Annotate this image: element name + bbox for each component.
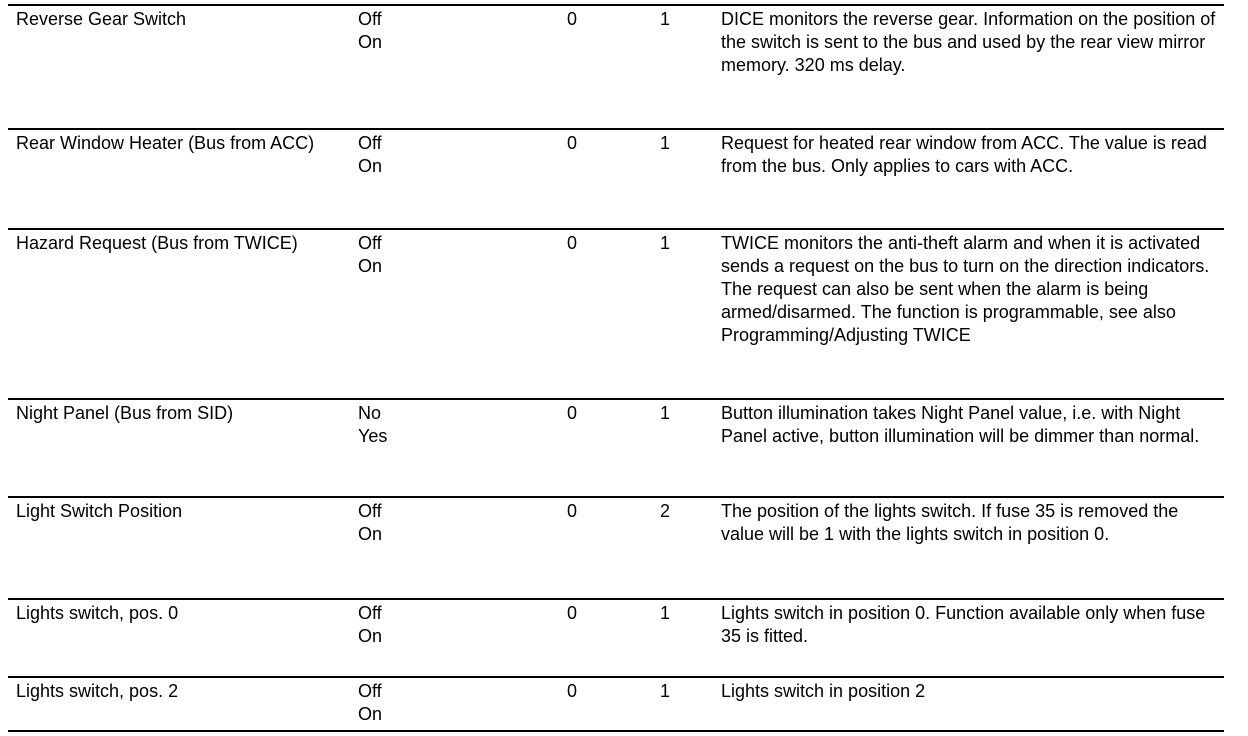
- signal-states: [358, 8, 478, 54]
- signal-description: TWICE monitors the anti-theft alarm and when it is activated sends a request on the bus to turn on the direction indicators. The request can also be sent when the alarm is being armed/disarmed. The function is programmable, see also Programming/Adjusting TWICE: [721, 233, 1210, 345]
- min-value: 0: [567, 403, 578, 423]
- min-value: 0: [567, 501, 578, 521]
- min-value: 0: [567, 233, 578, 253]
- max-value: 1: [660, 403, 671, 423]
- table-row: [8, 128, 1224, 228]
- signal-name: Lights switch, pos. 0: [16, 603, 179, 623]
- state-on: On: [358, 524, 383, 544]
- min-value: 0: [567, 9, 578, 29]
- max-value: 1: [660, 603, 671, 623]
- state-off: Off: [358, 233, 382, 253]
- max-value: 2: [660, 501, 671, 521]
- signal-states: [358, 602, 478, 648]
- max-value: 1: [660, 681, 671, 701]
- state-on: On: [358, 626, 383, 646]
- signal-states: [358, 232, 478, 278]
- signal-description: The position of the lights switch. If fuse 35 is removed the value will be 1 with the lights switch in position 0.: [721, 501, 1179, 544]
- state-yes: Yes: [358, 426, 388, 446]
- signal-name: Night Panel (Bus from SID): [16, 403, 234, 423]
- signal-description: DICE monitors the reverse gear. Information on the position of the switch is sent to the bus and used by the rear view mirror memory. 320 ms delay.: [721, 9, 1216, 75]
- state-off: Off: [358, 9, 382, 29]
- min-value: 0: [567, 681, 578, 701]
- signal-name: Light Switch Position: [16, 501, 183, 521]
- signal-states: [358, 680, 478, 726]
- max-value: 1: [660, 233, 671, 253]
- min-value: 0: [567, 133, 578, 153]
- table-row: [8, 228, 1224, 398]
- signal-name: Hazard Request (Bus from TWICE): [16, 233, 298, 253]
- signal-description: Lights switch in position 0. Function available only when fuse 35 is fitted.: [721, 603, 1206, 646]
- table-row: [8, 676, 1224, 732]
- table-row: [8, 398, 1224, 496]
- signal-description: Request for heated rear window from ACC. The value is read from the bus. Only applies to cars with ACC.: [721, 133, 1207, 176]
- state-on: On: [358, 256, 383, 276]
- signal-table: [8, 4, 1224, 732]
- state-no: No: [358, 403, 382, 423]
- max-value: 1: [660, 133, 671, 153]
- table-row: [8, 496, 1224, 598]
- signal-name: Reverse Gear Switch: [16, 9, 187, 29]
- table-row: [8, 598, 1224, 676]
- signal-states: [358, 402, 478, 448]
- state-on: On: [358, 704, 383, 724]
- max-value: 1: [660, 9, 671, 29]
- min-value: 0: [567, 603, 578, 623]
- state-off: Off: [358, 501, 382, 521]
- state-on: On: [358, 32, 383, 52]
- signal-name: Lights switch, pos. 2: [16, 681, 179, 701]
- state-off: Off: [358, 681, 382, 701]
- signal-name: Rear Window Heater (Bus from ACC): [16, 133, 315, 153]
- state-on: On: [358, 156, 383, 176]
- signal-description: Lights switch in position 2: [721, 681, 926, 701]
- signal-states: [358, 132, 478, 178]
- table-row: [8, 4, 1224, 128]
- state-off: Off: [358, 603, 382, 623]
- state-off: Off: [358, 133, 382, 153]
- signal-description: Button illumination takes Night Panel value, i.e. with Night Panel active, button illumination will be dimmer than normal.: [721, 403, 1200, 446]
- signal-states: [358, 500, 478, 546]
